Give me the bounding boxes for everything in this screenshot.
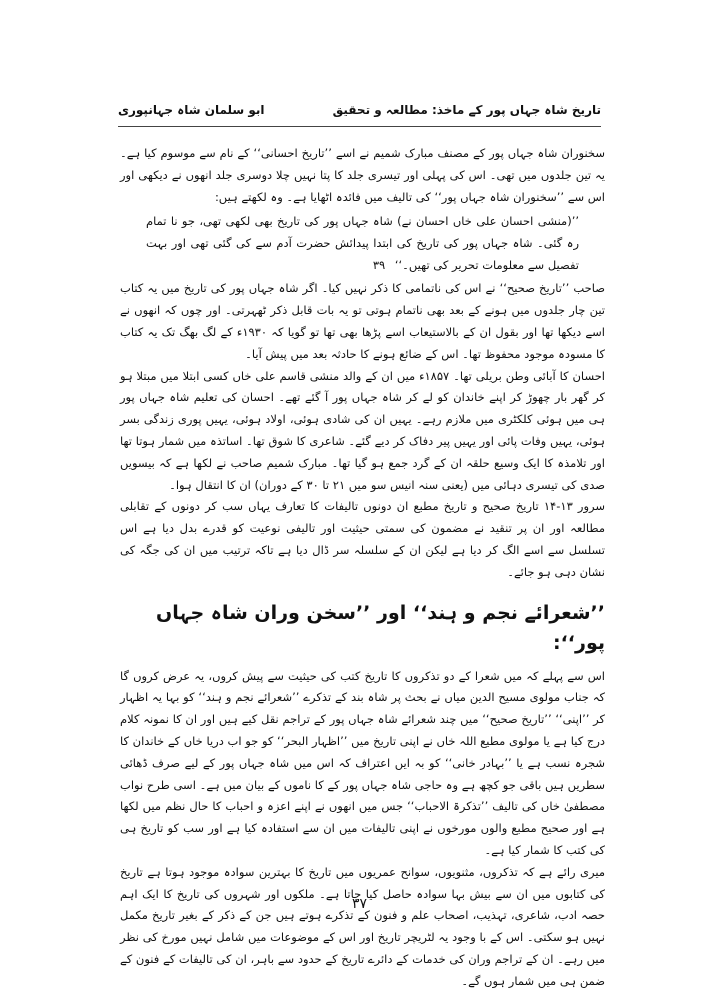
header-author: ابو سلمان شاہ جہانپوری: [118, 103, 265, 117]
block-quote: [120, 210, 605, 276]
paragraph-4: سرور ۱۳-۱۴ تاریخ صحیح و تاریخ مطبع ان دونوں تالیفات کا تعارف یہاں سب کر دونوں کے تقابلی مطالعہ اور ان پر تنقید نے مضمون کی سمتی حیثیت اور تالیفی نوعیت کو قدرے بدل دیا ہے اس تسلسل سے اسے الگ کر دیا ہے لیکن ان کے سلسلہ سر ڈال دیا ہے تاکہ ترتیب میں ان کی جگہ کی نشان دہی ہو جائے۔: [120, 499, 606, 579]
body-text: [120, 143, 605, 993]
quote-reference: ۳۹: [372, 258, 386, 273]
header-divider: [118, 126, 601, 127]
quote-text: ’’(منشی احسان علی خاں احسان نے) شاہ جہاں پور کی تاریخ بھی لکھی تھی، جو نا تمام رہ گئی۔ شاہ جہاں پور کی تاریخ کی ابتدا پیدائش حضرت آدم سے کی گئی تھی اور بہت تفصیل سے معلومات تحریر کی تھیں۔‘‘: [146, 214, 579, 273]
section-heading: ’’شعرائے نجم و ہند‘‘ اور ’’سخن وران شاہ جہاں پور‘‘:: [156, 601, 605, 654]
paragraph-1: سخنوران شاہ جہاں پور کے مصنف مبارک شمیم نے اسے ’’تاریخ احسانی‘‘ کے نام سے موسوم کیا ہے۔ یہ تین جلدوں میں تھی۔ اس کی پہلی اور تیسری جلد کا پتا نہیں چلا دوسری جلد انھوں نے دیکھی اور اس سے ’’سخنوران شاہ جہاں پور‘‘ کی تالیف میں فائدہ اٹھایا ہے۔ وہ لکھتے ہیں:: [120, 146, 605, 204]
paragraph-2: صاحب ’’تاریخ صحیح‘‘ نے اس کی ناتمامی کا ذکر نہیں کیا۔ اگر شاہ جہاں پور کی تاریخ میں یہ کتاب تین چار جلدوں میں ہونے کے بعد بھی ناتمام ہوتی تو یہ بات قابل ذکر ٹھہرتی۔ اور چوں کہ انھوں نے اسے دیکھا تھا اور بقول ان کے بالاستیعاب اسے پڑھا بھی تھا تو گویا کہ ۱۹۳۰ء کے لگ بھگ تک یہ کتاب کا مسودہ موجود محفوظ تھا۔ اس کے ضائع ہونے کا حادثہ بعد میں پیش آیا۔: [120, 281, 605, 361]
page-number: ۳۷: [351, 896, 368, 912]
running-header: [118, 103, 601, 125]
paragraph-6: میری رائے ہے کہ تذکروں، مثنویوں، سوانح عمریوں میں تاریخ کا بہترین سوادہ موجود ہوتا ہے تاریخ کی کتابوں میں ان سے بیش بہا سوادہ حاصل کیا جاتا ہے۔ ملکوں اور شہروں کی تاریخ کا ایک اہم حصہ ادب، شاعری، تہذیب، اصحاب علم و فنون کے تذکرے ہوتے ہیں جن کے ذکر کے بغیر تاریخ مکمل نہیں ہو سکتی۔ اس کے با وجود یہ لٹریچر تاریخ اور اس کے موضوعات میں شامل نہیں مورخ کی نظر میں رہے۔ ان کے تراجم وران کی خدمات کے دائرے تاریخ کے حدود سے باہر، ان کی تالیفات کے فنون کے ضمن ہی میں شمار ہوں گے۔: [120, 864, 605, 988]
paragraph-5: اس سے پہلے کہ میں شعرا کے دو تذکروں کا تاریخ کتب کی حیثیت سے پیش کروں، یہ عرض کروں گا کہ جناب مولوی مسیح الدین میاں نے بحث پر شاہ بند کے تذکرے ’’شعرائے نجم و ہند‘‘ کو بہا یہ اظہار کر ’’اپنی‘‘ ’’تاریخ صحیح‘‘ میں چند شعرائے شاہ جہاں پور کے تراجم نقل کیے ہیں اور ان کا نمونہ کلام درج کیا ہے یا مولوی مطیع اللہ خاں نے اپنی تاریخ میں ’’اظہار البحر‘‘ کو جو اب دریا خاں کے خاندان کا شجرہ نسب ہے یا ’’بہادر خانی‘‘ کو بہ ایں اعتراف کہ اس میں شاہ جہاں پور کے لیے صرف ڈھائی سطریں ہیں باقی جو کچھ ہے وہ حاجی شاہ جہاں پور کے کا ناموں کے بیان میں ہے۔ اسی طرح نواب مصطفیٰ خاں کی تالیف ’’تذکرۃ الاحباب‘‘ جس میں انھوں نے اپنے اعزہ و احباب کا حال نظم میں لکھا ہے اور صحیح مطبع والوں مورخوں نے اپنی تالیفات میں ان سے استفادہ کیا ہے اور سب کو تاریخ ہی کی کتب کا شمار کیا ہے۔: [120, 668, 605, 857]
header-book-title: تاریخ شاہ جہاں پور کے ماخذ: مطالعہ و تحقیق: [332, 103, 601, 117]
paragraph-3: احسان کا آبائی وطن بریلی تھا۔ ۱۸۵۷ء میں ان کے والد منشی قاسم علی خاں کسی ابتلا میں مبتلا ہو کر گھر بار چھوڑ کر اپنے خاندان کو لے کر شاہ جہاں پور آ گئے تھے۔ احسان کی تعلیم شاہ جہاں پور ہی میں ہوئی کلکٹری میں ملازم رہے۔ یہیں ان کی شادی ہوئی، اولاد ہوئی، یہیں پوری زندگی بسر ہوئی، یہیں وفات پائی اور یہیں پیر دفاک کر دیے گئے۔ شاعری کا شوق تھا۔ اساتذہ میں شمار ہوتا تھا اور تلامذہ کا ایک وسیع حلقہ ان کے گرد جمع ہو گیا تھا۔ مبارک شمیم صاحب نے لکھا ہے کہ بیسویں صدی کی تیسری دہائی میں (یعنی سنہ انیس سو میں ۲۱ تا ۳۰ کے دوران) ان کا انتقال ہوا۔: [120, 368, 606, 492]
